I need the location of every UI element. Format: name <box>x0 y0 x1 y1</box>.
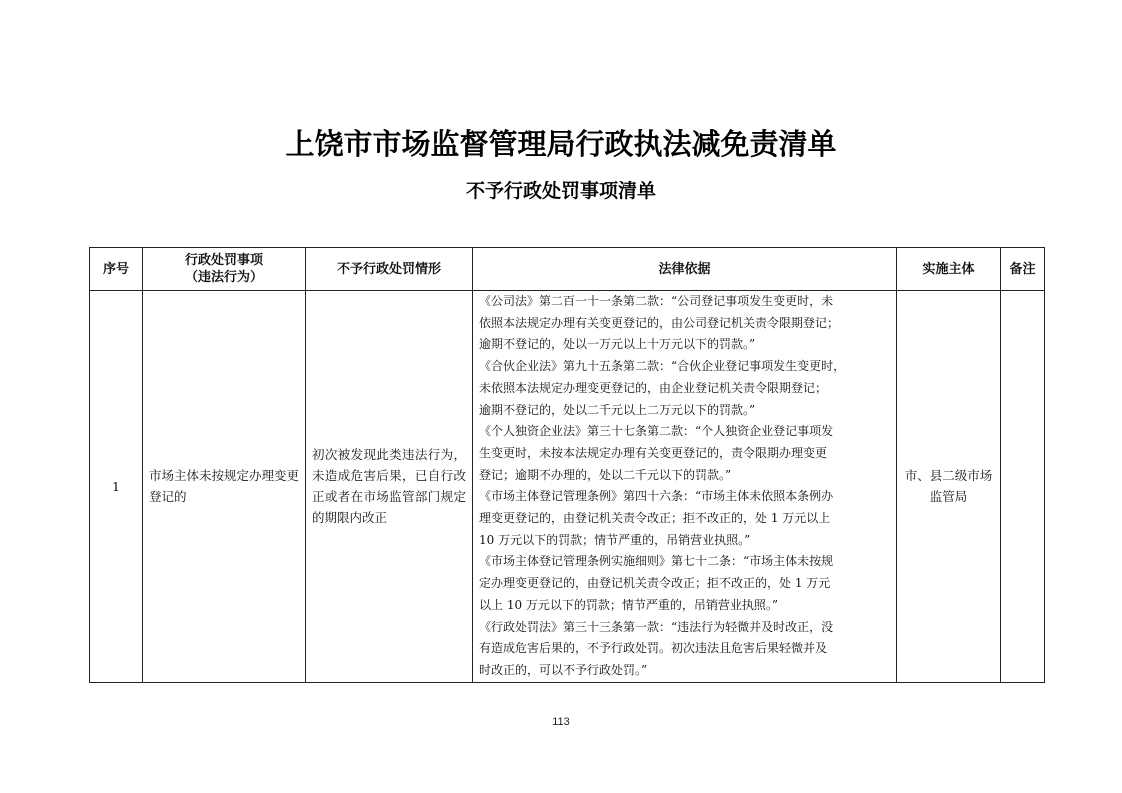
page-number: 113 <box>552 716 570 728</box>
basis-line: 《行政处罚法》第三十三条第一款：“违法行为轻微并及时改正，没 <box>479 619 834 634</box>
row-matter: 市场主体未按规定办理变更登记的 <box>143 291 306 683</box>
basis-line: 《合伙企业法》第九十五条第二款：“合伙企业登记事项发生变更时， <box>479 359 846 374</box>
basis-line: 生变更时，未按本法规定办理有关变更登记的，责令限期办理变更 <box>479 445 828 460</box>
basis-line: 《市场主体登记管理条例实施细则》第七十二条：“市场主体未按规 <box>479 554 834 569</box>
basis-line: 10 万元以下的罚款；情节严重的，吊销营业执照。” <box>479 532 751 547</box>
row-legal-basis <box>473 291 897 683</box>
basis-line: 有造成危害后果的，不予行政处罚。初次违法且危害后果轻微并及 <box>479 641 828 656</box>
header-number: 序号 <box>90 248 143 291</box>
document-subtitle: 不予行政处罚事项清单 <box>465 180 656 202</box>
basis-line: 时改正的，可以不予行政处罚。” <box>479 662 648 677</box>
basis-line: 《个人独资企业法》第三十七条第二款：“个人独资企业登记事项发 <box>479 424 834 439</box>
basis-line: 未依照本法规定办理变更登记的，由企业登记机关责令限期登记； <box>479 380 828 395</box>
header-situation: 不予行政处罚情形 <box>306 248 473 291</box>
basis-line: 理变更登记的，由登记机关责令改正；拒不改正的，处 1 万元以上 <box>479 511 831 526</box>
header-basis: 法律依据 <box>473 248 897 291</box>
header-matter-line2: （违法行为） <box>184 270 263 285</box>
basis-line: 逾期不登记的，处以一万元以上十万元以下的罚款。” <box>479 337 756 352</box>
basis-line: 定办理变更登记的，由登记机关责令改正；拒不改正的，处 1 万元 <box>479 576 831 591</box>
basis-line: 以上 10 万元以下的罚款；情节严重的，吊销营业执照。” <box>479 597 779 612</box>
header-remark: 备注 <box>1001 248 1045 291</box>
header-matter-line1: 行政处罚事项 <box>184 253 263 268</box>
basis-line: 《公司法》第二百一十一条第二款：“公司登记事项发生变更时，未 <box>479 294 834 308</box>
basis-line: 登记；逾期不办理的，处以二千元以下的罚款。” <box>479 467 732 482</box>
basis-line: 《市场主体登记管理条例》第四十六条：“市场主体未依照本条例办 <box>479 489 834 504</box>
row-entity: 市、县二级市场监管局 <box>897 291 1001 683</box>
header-matter <box>143 248 306 291</box>
header-entity: 实施主体 <box>897 248 1001 291</box>
table-header-row <box>90 248 1045 291</box>
row-situation: 初次被发现此类违法行为，未造成危害后果，已自行改正或者在市场监管部门规定的期限内改正 <box>306 291 473 683</box>
row-remark <box>1001 291 1045 683</box>
basis-line: 依照本法规定办理有关变更登记的，由公司登记机关责令限期登记； <box>479 315 840 330</box>
basis-line: 逾期不登记的，处以二千元以上二万元以下的罚款。” <box>479 402 756 417</box>
table-row <box>90 291 1045 683</box>
row-number: 1 <box>90 291 143 683</box>
exemption-table <box>89 247 1045 683</box>
document-title: 上饶市市场监督管理局行政执法减免责清单 <box>285 127 837 161</box>
